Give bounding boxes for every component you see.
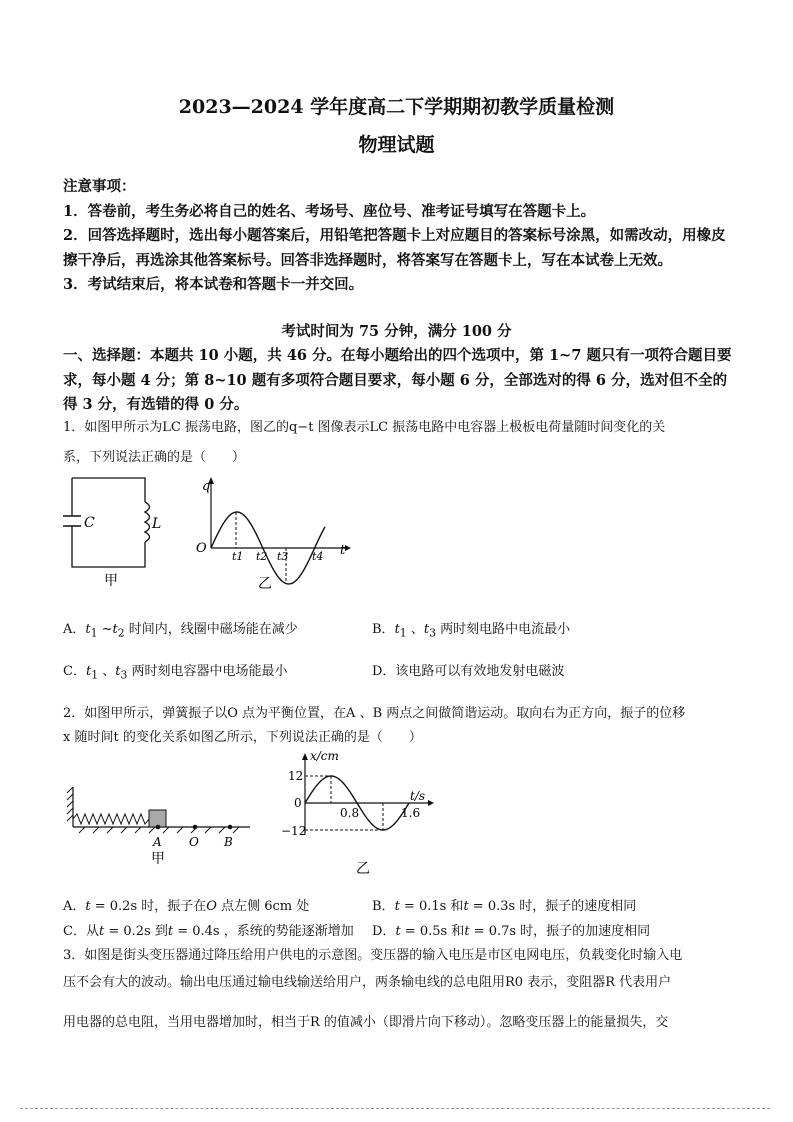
- t-axis-label: t: [340, 543, 346, 558]
- figure-caption: 甲: [104, 573, 118, 589]
- origin-label: O: [196, 541, 207, 556]
- notices: [63, 175, 733, 298]
- notices-heading: 注意事项：: [63, 178, 136, 195]
- q1-option-c[interactable]: C．$t_1$ 、$t_3$ 两时刻电容器中电场能最小: [63, 664, 288, 682]
- exam-time: 考试时间为 75 分钟，满分 100 分: [281, 323, 512, 340]
- notice-item: 1．答卷前，考生务必将自己的姓名、考场号、座位号、准考证号填写在答题卡上。: [63, 202, 596, 220]
- point-a-label: A: [153, 835, 162, 849]
- x-t-graph: [280, 748, 440, 886]
- point-b-label: B: [224, 835, 233, 849]
- inductor-coil: [145, 502, 150, 542]
- x-axis-label: x/cm: [310, 749, 339, 763]
- exam-subtitle: 物理试题: [358, 134, 435, 156]
- lc-circuit-diagram: [60, 472, 165, 592]
- capacitor-label: C: [84, 515, 95, 531]
- tick-label-neg12: −12: [281, 824, 307, 838]
- question-2-line: 2．如图甲所示，弹簧振子以O 点为平衡位置，在A 、B 两点之间做简谐运动。取向右为正方向，振子的位移: [63, 706, 686, 721]
- tick-label-1.6: 1.6: [401, 806, 421, 820]
- spring: [73, 814, 149, 824]
- tick-label-t2: t2: [256, 550, 268, 563]
- point-o-label: O: [189, 835, 199, 849]
- q1-option-b[interactable]: B．$t_1$ 、$t_3$ 两时刻电路中电流最小: [372, 622, 571, 640]
- q2-option-d[interactable]: D．t = 0.5s 和t = 0.7s 时，振子的加速度相同: [372, 924, 651, 939]
- question-1-line: 1．如图甲所示为LC 振荡电路，图乙的q−t 图像表示LC 振荡电路中电容器上极板电荷量随时间变化的关: [63, 420, 666, 435]
- section-1-instructions: 一、选择题：本题共 10 小题，共 46 分。在每小题给出的四个选项中，第 1~7 题只有一项符合题目要求，每小题 4 分；第 8~10 题有多项符合题目要求，每小题 6 分，全部选对的得 6 分，选对但不全的得 3 分，有选错的得 0 分。: [63, 347, 732, 413]
- tick-label-t4: t4: [312, 550, 324, 563]
- q1-option-d[interactable]: D．该电路可以有效地发射电磁波: [372, 664, 565, 679]
- tick-label-t3: t3: [277, 550, 289, 563]
- oscillator-block: [149, 810, 166, 827]
- q-axis-label: q: [202, 479, 211, 494]
- exam-title: 2023—2024 学年度高二下学期期初教学质量检测: [178, 96, 615, 118]
- figure-caption: 乙: [258, 576, 272, 592]
- spring-oscillator-diagram: [65, 783, 255, 878]
- question-3: [63, 942, 733, 1036]
- tick-label-0.8: 0.8: [340, 806, 360, 820]
- question-3-line: 用电器的总电阻，当用电器增加时，相当于R 的值减小（即滑片向下移动）。忽略变压器上的能量损失，交: [63, 1015, 669, 1030]
- question-1: [63, 414, 733, 471]
- t-axis-label: t/s: [410, 789, 426, 803]
- question-3-line: 压不会有大的波动。输出电压通过输电线输送给用户，两条输电线的总电阻用R0 表示，变阻器R 代表用户: [63, 975, 672, 990]
- q2-option-a[interactable]: A．t = 0.2s 时，振子在O 点左侧 6cm 处: [63, 899, 310, 914]
- tick-label-0: 0: [294, 796, 302, 810]
- q1-option-a[interactable]: A．$t_1$ $\sim t_2$ 时间内，线圈中磁场能在减少: [63, 622, 298, 640]
- tick-label-12: 12: [288, 769, 304, 783]
- question-3-line: 3．如图是街头变压器通过降压给用户供电的示意图。变压器的输入电压是市区电网电压，负载变化时输入电: [63, 948, 683, 963]
- q2-option-b[interactable]: B．t = 0.1s 和t = 0.3s 时，振子的速度相同: [372, 899, 637, 914]
- notice-item: 2．回答选择题时，选出每小题答案后，用铅笔把答题卡上对应题目的答案标号涂黑，如需改动，用橡皮擦干净后，再选涂其他答案标号。回答非选择题时，将答案写在答题卡上，写在本试卷上无效。: [63, 227, 726, 269]
- q-t-graph: [190, 472, 355, 597]
- question-2-line: x 随时间t 的变化关系如图乙所示，下列说法正确的是（ ）: [63, 730, 422, 745]
- q2-option-c[interactable]: C．从t = 0.2s 到t = 0.4s ，系统的势能逐渐增加: [63, 924, 354, 939]
- figure-caption: 乙: [356, 861, 370, 877]
- page-bottom-rule: [20, 1108, 770, 1109]
- question-1-line: 系，下列说法正确的是（ ）: [63, 450, 246, 465]
- figure-caption: 甲: [151, 851, 165, 867]
- tick-label-t1: t1: [232, 550, 244, 563]
- notice-item: 3．考试结束后，将本试卷和答题卡一并交回。: [63, 276, 364, 293]
- inductor-label: L: [152, 516, 162, 532]
- question-2: [63, 700, 733, 751]
